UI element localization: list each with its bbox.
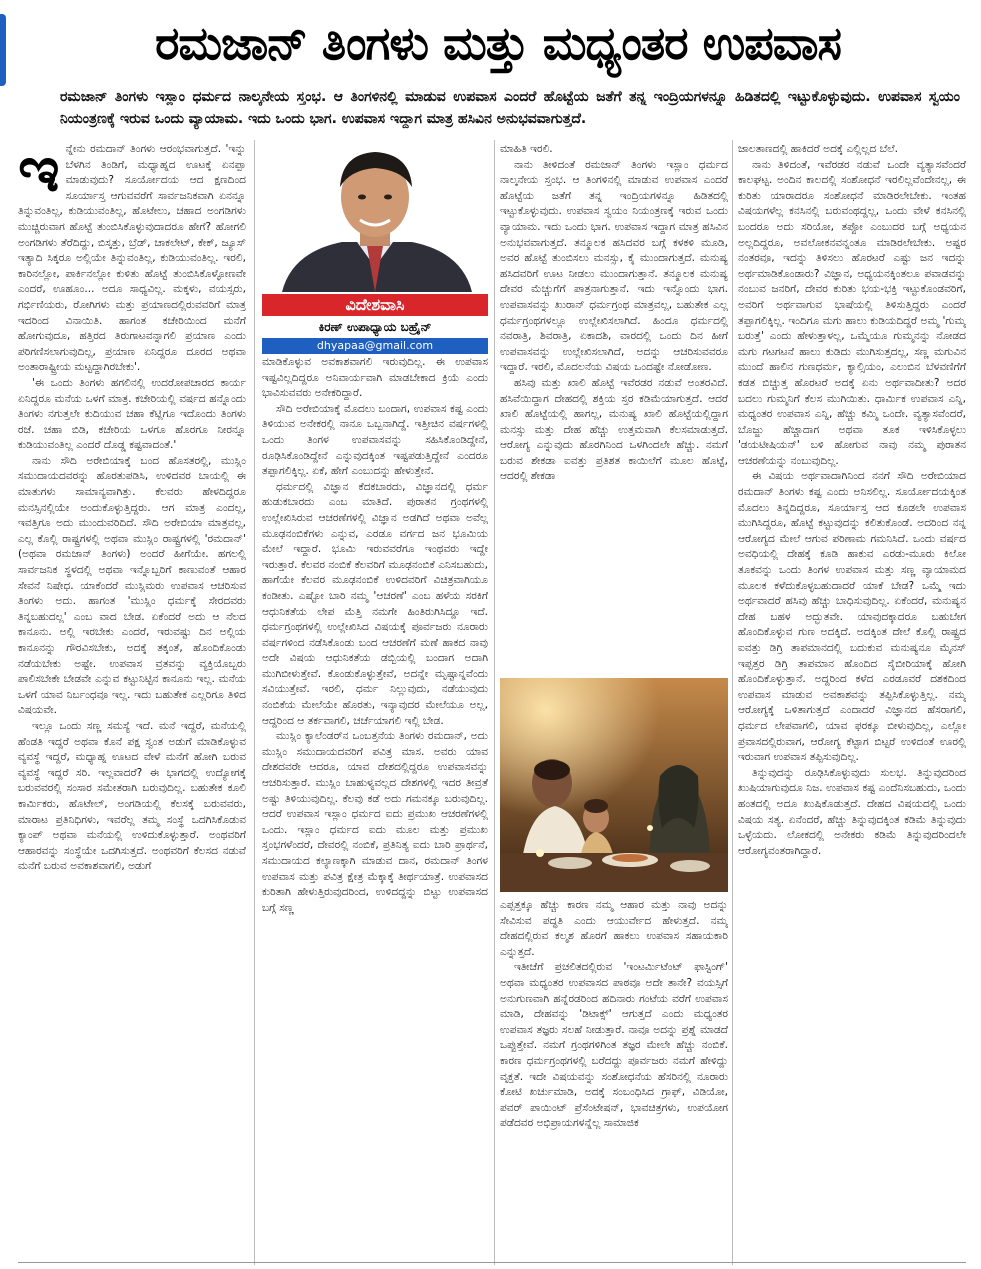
body-paragraph: ಜಾಲತಾಣದಲ್ಲಿ ಹಾಕಿದರೆ ಅದಕ್ಕೆ ಎಲ್ಲಿಲ್ಲದ ಬೆಲೆ. [738, 143, 898, 155]
body-paragraph: ಮಾಹಿತಿ ಇರಲಿ. [500, 143, 553, 155]
body-paragraph: ಇತೀಚೆಗೆ ಪ್ರಚಲಿತದಲ್ಲಿರುವ 'ಇಂಟರ್ಮಿಟೆಂಟ್ ಫಾಸ್ಟಿಂಗ್' ಅಥವಾ ಮಧ್ಯಂತರ ಉಪವಾಸದ ಪಾಠವೂ ಅದೇ ತಾನೇ? ವಯಸ್ಸಿಗೆ ಅನುಗುಣವಾಗಿ ಹನ್ನೆರಡರಿಂದ ಹದಿನಾರು ಗಂಟೆಯ ವರೆಗೆ ಉಪವಾಸ ಮಾಡಿ, ದೇಹವನ್ನು 'ಡಿಟಾಕ್ಸ್' ಆಗುತ್ತದೆ ಎಂದು ಮಧ್ಯಂತರ ಉಪವಾಸ ತಜ್ಞರು ಸಲಹೆ ನೀಡುತ್ತಾರೆ. ನಾವೂ ಅದನ್ನು ಪ್ರಶ್ನೆ ಮಾಡದೆ ಒಪ್ಪುತ್ತೇವೆ. ನಮಗೆ ಗ್ರಂಥಗಳಿಗಿಂತ ತಜ್ಞರ ಮೇಲೇ ಹೆಚ್ಚು ನಂಬಿಕೆ. ಕಾರಣ ಧರ್ಮಗ್ರಂಥಗಳಲ್ಲಿ ಬರೆದದ್ದು ಪೂರ್ವಜರು ನಮಗೆ ಹೇಳಿದ್ದು ವೃಕ್ತತೆ. ಇದೇ ವಿಷಯವನ್ನು ಸಂಶೋಧನೆಯ ಹೆಸರಿನಲ್ಲಿ ನೂರಾರು ಕೋಟಿ ಖರ್ಚುಮಾಡಿ, ಅದಕ್ಕೆ ಸಂಬಂಧಿಸಿದ ಗ್ರಾಫ್, ವಿಡಿಯೋ, ಪವರ್ ಪಾಯಿಂಟ್ ಪ್ರೆಸೆಂಟೇಷನ್, ಭಾವಚಿತ್ರಗಳು, ಉಪಯೋಗ ಪಡೆದವರ ಅಭಿಪ್ರಾಯಗಳನ್ನೆಲ್ಲ ಸಾಮಾಜಿಕ [500, 961, 728, 1130]
column-3-upper-text [500, 142, 728, 674]
body-paragraph: ನಾನು ತೀಳಿದಂತೆ ರಮಜಾನ್ ತಿಂಗಳು ಇಸ್ಲಾಂ ಧರ್ಮದ ನಾಲ್ಕನೇಯ ಸ್ತಂಭ. ಆ ತಿಂಗಳಿನಲ್ಲಿ ಮಾಡುವ ಉಪವಾಸ ಎಂದರೆ ಹೊಟ್ಟೆಯ ಜತೆಗೆ ತನ್ನ ಇಂದ್ರಿಯಗಳನ್ನೂ ಹಿಡಿತದಲ್ಲಿ ಇಟ್ಟುಕೊಳ್ಳುವುದು. ಉಪವಾಸ ಸ್ವಯಂ ನಿಯಂತ್ರಣಕ್ಕೆ ಇರುವ ಒಂದು ವ್ಯಾಯಾಮ. ಇದು ಒಂದು ಭಾಗ. ಉಪವಾಸ ಇದ್ದಾಗ ಮಾತ್ರ ಹಸಿವಿನ ಅನುಭವವಾಗುತ್ತದೆ. ತನ್ಮೂಲಕ ಹಸಿದವರ ಬಗ್ಗೆ ಕಳಕಳಿ ಮೂಡಿ, ಅವರ ಹೊಟ್ಟೆ ತುಂಬಿಸಲು ಮನಸ್ಸು, ಕೈ ಮುಂದಾಗುತ್ತದೆ. ಮನುಷ್ಯ ಹಸಿದವರಿಗೆ ಊಟ ನೀಡಲು ಮುಂದಾಗುತ್ತಾನೆ. ತನ್ಮೂಲಕ ಮನುಷ್ಯ ದೇವರ ಮೆಚ್ಚುಗೆಗೆ ಪಾತ್ರನಾಗುತ್ತಾನೆ. ಇದು ಇನ್ನೊಂದು ಭಾಗ. ಉಪವಾಸವನ್ನು ಖುರಾನ್ ಧರ್ಮಗ್ರಂಥ ಮಾತ್ರವಲ್ಲ, ಬಹುತೇಕ ಎಲ್ಲ ಧರ್ಮಗ್ರಂಥಗಳಲ್ಲೂ ಉಲ್ಲೇಖಿಸಲಾಗಿದೆ. ಹಿಂದೂ ಧರ್ಮದಲ್ಲಿ ನವರಾತ್ರಿ, ಶಿವರಾತ್ರಿ, ಏಕಾದಶಿ, ವಾರದಲ್ಲಿ ಒಂದು ದಿನ ಹೀಗೆ ಉಪವಾಸವನ್ನು ಉಲ್ಲೇಖಿಸಲಾಗಿದೆ, ಅದನ್ನು ಆಚರಿಸುವವರೂ ಇದ್ದಾರೆ. ಇರಲಿ, ಮೊದಲನೆಯ ವಿಷಯ ಒಂದಷ್ಟೇ ನೋಡೋಣ. [500, 158, 728, 374]
column-divider [732, 140, 733, 1265]
article-deck: ರಮಜಾನ್ ತಿಂಗಳು ಇಸ್ಲಾಂ ಧರ್ಮದ ನಾಲ್ಕನೇಯ ಸ್ತಂಭ. ಆ ತಿಂಗಳಿನಲ್ಲಿ ಮಾಡುವ ಉಪವಾಸ ಎಂದರೆ ಹೊಟ್ಟೆಯ ಜತೆಗೆ ತನ್ನ ಇಂದ್ರಿಯಗಳನ್ನೂ ಹಿಡಿತದಲ್ಲಿ ಇಟ್ಟುಕೊಳ್ಳುವುದು. ಉಪವಾಸ ಸ್ವಯಂ ನಿಯಂತ್ರಣಕ್ಕೆ ಇರುವ ಒಂದು ವ್ಯಾಯಾಮ. ಇದು ಒಂದು ಭಾಗ. ಉಪವಾಸ ಇದ್ದಾಗ ಮಾತ್ರ ಹಸಿವಿನ ಅನುಭವವಾಗುತ್ತದೆ. [60, 89, 960, 127]
column-name-banner: ವಿದೇಶವಾಸಿ [262, 294, 488, 316]
article-column-1 [18, 142, 246, 1262]
body-paragraph: ನಾನು ಸೌದಿ ಅರೇಬಿಯಾಕ್ಕೆ ಬಂದ ಹೊಸತರಲ್ಲಿ, ಮುಸ್ಲಿಂ ಸಮುದಾಯದವರನ್ನು ಹೊರತುಪಡಿಸಿ, ಉಳಿದವರ ಬಾಯಲ್ಲಿ ಈ ಮಾತುಗಳು ಸಾಮಾನ್ಯವಾಗಿತ್ತು. ಕೆಲವರು ಹೇಳದಿದ್ದರೂ ಮನಸ್ಸಿನಲ್ಲಿಯೇ ಅಂದುಕೊಳ್ಳುತ್ತಿದ್ದರು. ಆಗ ಮಾತ್ರ ಎಂದಲ್ಲ, ಇವತ್ತಿಗೂ ಅದು ಮುಂದುವರಿದಿದೆ. ಸೌದಿ ಅರೇಬಿಯಾ ಮಾತ್ರವಲ್ಲ, ಎಲ್ಲ ಕೊಲ್ಲಿ ರಾಷ್ಟ್ರಗಳಲ್ಲಿ ಅಥವಾ ಮುಸ್ಲಿಂ ರಾಷ್ಟ್ರಗಳಲ್ಲಿ 'ರಮದಾನ್' (ಅಥವಾ ರಮಜಾನ್ ತಿಂಗಳು) ಅಂದರೆ ಹೀಗೆಯೇ. ಹಗಲಲ್ಲಿ ಸಾರ್ವಜನಿಕ ಸ್ಥಳದಲ್ಲಿ ಅಥವಾ ಇನ್ನೊಬ್ಬರಿಗೆ ಕಾಣುವಂತೆ ಆಹಾರ ಸೇವನೆ ನಿಷೇಧ. ಯಾಕೆಂದರೆ ಮುಸ್ಲಿಮರು ಉಪವಾಸ ಆಚರಿಸುವ ತಿಂಗಳು ಅದು. ಹಾಗಂತ 'ಮುಸ್ಲಿಂ ಧರ್ಮಕ್ಕೆ ಸೇರದವರು ತಿನ್ನಬಹುದಲ್ಲ' ಎಂಬ ವಾದ ಬೇಡ. ಏಕೆಂದರೆ ಅದು ಆ ನೆಲದ ಕಾನೂನು. ಅಲ್ಲಿ ಇರಬೇಕು ಎಂದರೆ, ಇರುವಷ್ಟು ದಿನ ಅಲ್ಲಿಯ ಕಾನೂನನ್ನು ಗೌರವಿಸಬೇಕು, ಅದಕ್ಕೆ ತಕ್ಕಂತೆ, ಹೊಂದಿಕೊಂಡು ನಡೆಯಬೇಕು ಅಷ್ಟೇ. ಉಪವಾಸ ವ್ರತವನ್ನು ವ್ಯಕ್ತಿಯೊಬ್ಬರು ಪಾಲಿಸಬೇಕೇ ಬೇಡವೇ ಎನ್ನುವ ಕಟ್ಟುನಿಟ್ಟಿನ ಕಾನೂನು ಇಲ್ಲ. ಮನೆಯ ಒಳಗೆ ಯಾವ ನಿರ್ಬಂಧವೂ ಇಲ್ಲ. ಇದು ಬಹುತೇಕ ಎಲ್ಲರಿಗೂ ತಿಳಿದ ವಿಷಯವೇ. [18, 454, 246, 717]
column-divider [254, 140, 255, 1265]
body-paragraph: ಈ ವಿಷಯ ಅರ್ಥವಾದಾಗಿನಿಂದ ನನಗೆ ಸೌದಿ ಅರೇಬಿಯಾದ ರಮದಾನ್ ತಿಂಗಳು ಕಷ್ಟ ಎಂದು ಅನಿಸಲಿಲ್ಲ. ಸೂರ್ಯೋದಯಕ್ಕಿಂತ ಮೊದಲು ತಿನ್ನದಿದ್ದರೂ, ಸೂರ್ಯಾಸ್ತ ಆದ ಕೂಡಲೇ ಉಪವಾಸ ಮುಗಿಸಿದ್ದರೂ, ಹೊಟ್ಟೆ ಕಟ್ಟುವುದನ್ನು ಕಲಿತುಕೊಂಡೆ. ಅದರಿಂದ ನನ್ನ ಆರೋಗ್ಯದ ಮೇಲೆ ಆಗುವ ಪರಿಣಾಮ ಗಮನಿಸಿದೆ. ಒಂದು ವರ್ಷದ ಅವಧಿಯಲ್ಲಿ ದೇಹಕ್ಕೆ ಕೂಡಿ ಹಾಕುವ ಎರಡು-ಮೂರು ಕಿಲೋ ತೂಕವನ್ನು ಒಂದು ತಿಂಗಳ ಉಪವಾಸ ಮತ್ತು ಸಣ್ಣ ವ್ಯಾಯಾಮದ ಮೂಲಕ ಕಳೆದುಕೊಳ್ಳಬಹುದಾದರೆ ಯಾಕೆ ಬೇಡ? ಒಮ್ಮೆ ಇದು ಅರ್ಥವಾದರೆ ಹಸಿವು ಹೆಚ್ಚು ಬಾಧಿಸುವುದಿಲ್ಲ. ಏಕೆಂದರೆ, ಮನುಷ್ಯನ ದೇಹ ಬಹಳ ಅದ್ಭುತವೇ. ಯಾವುದಕ್ಕಾದರೂ ಬಹುಬೇಗ ಹೊಂದಿಕೊಳ್ಳುವ ಗುಣ ಅದಕ್ಕಿದೆ. ಅದಕ್ಕಿಂತ ದೇಲೆ ಕೊಲ್ಲಿ ರಾಷ್ಟ್ರದ ಐವತ್ತು ಡಿಗ್ರಿ ತಾಪಮಾನದಲ್ಲಿ ಬದುಕುವ ಮನುಷ್ಯನೂ ಮೈನಸ್ ಇಪ್ಪತ್ತರ ಡಿಗ್ರಿ ತಾಪಮಾನ ಹೊಂದಿದ ಸೈಬೀರಿಯಾಕ್ಕೆ ಹೋಗಿ ಹೊಂದಿಕೊಳ್ಳುತ್ತಾನೆ. ಅದ್ದರಿಂದ ಕಳೆದ ಎರಡೂವರೆ ದಶಕದಿಂದ ಉಪವಾಸ ಮಾಡುವ ಅವಕಾಶವನ್ನು ತಪ್ಪಿಸಿಕೊಳ್ಳುತ್ತಿಲ್ಲ. ನಮ್ಮ ಆರೋಗ್ಯಕ್ಕೆ ಒಳಿತಾಗುತ್ತದೆ ಎಂದಾದರೆ ವಿಜ್ಞಾನದ ಹೆಸರಾಗಲಿ, ಧರ್ಮದ ಲೇಪವಾಗಲಿ, ಯಾವ ಫರಕ್ಕೂ ಬೀಳುವುದಿಲ್ಲ, ಎಲ್ಲೋ ಪ್ರವಾಸದಲ್ಲಿರುವಾಗ, ಆರೋಗ್ಯ ಕೆಟ್ಟಾಗ ಬಿಟ್ಟರೆ ಉಳಿದಂತೆ ಊರಲ್ಲಿ ಇರುವಾಗ ಉಪವಾಸ ತಪ್ಪಿಸುವುದಿಲ್ಲ. [738, 470, 966, 764]
body-paragraph: ಧರ್ಮದಲ್ಲಿ ವಿಜ್ಞಾನ ಕೆದಕಬಾರದು, ವಿಜ್ಞಾನದಲ್ಲಿ ಧರ್ಮ ಹುಡುಕಬಾರದು ಎಂಬ ಮಾತಿದೆ. ಪುರಾತನ ಗ್ರಂಥಗಳಲ್ಲಿ ಉಲ್ಲೇಖಿಸಿರುವ ಆಚರಣೆಗಳಲ್ಲಿ ವಿಜ್ಞಾನ ಅಡಗಿದೆ ಅಥವಾ ಅವೆಲ್ಲ ಮೂಢನಂಬಿಕೆಗಳು ಎನ್ನುವ, ಎರಡೂ ವರ್ಗದ ಜನ ಭೂಮಿಯ ಮೇಲೆ ಇದ್ದಾರೆ. ಭೂಮಿ ಇರುವವರೆಗೂ ಇಂಥವರು ಇದ್ದೇ ಇರುತ್ತಾರೆ. ಕೆಲವರ ನಂಬಿಕೆ ಕೆಲವರಿಗೆ ಮೂಢನಂಬಿಕೆ ಎನಿಸಬಹುದು, ಹಾಗೆಯೇ ಕೆಲವರ ಮೂಢನಂಬಿಕೆ ಉಳಿದವರಿಗೆ ವಿಚಿತ್ರವಾಗಿಯೂ ಕಂಡೀತು. ಎಷ್ಟೋ ಬಾರಿ ನಮ್ಮ 'ಆಚರಣೆ' ಎಂಬ ಹಳೆಯ ಸರಕಿಗೆ ಆಧುನಿಕತೆಯ ಲೇಪ ಮೆತ್ತಿ ನಮಗೇ ಹಿಂತಿರುಗಿಸಿದ್ದೂ ಇದೆ. ಧರ್ಮಗ್ರಂಥಗಳಲ್ಲಿ ಉಲ್ಲೇಖಿಸಿದ ವಿಷಯಕ್ಕೆ ಪೂರ್ವಜರು ನೂರಾರು ವರ್ಷಗಳಿಂದ ನಡೆಸಿಕೊಂಡು ಬಂದ ಆಚರಣೆಗೆ ಮಣೆ ಹಾಕದ ನಾವು ಅದೇ ವಿಷಯ ಆಧುನಿಕತೆಯ ಡಬ್ಬಿಯಲ್ಲಿ ಬಂದಾಗ ಅದಾಗಿ ಮುಗಿಬೀಳುತ್ತೇವೆ. ಕೊಂಡುಕೊಳ್ಳುತ್ತೇವೆ, ಅದನ್ನೇ ಮೃಷ್ಟಾನ್ನವೆಂದು ಸವಿಯುತ್ತೇವೆ. ಇರಲಿ, ಧರ್ಮ ನಿಲ್ಲುವುದು, ನಡೆಯುವುದು ನಂಬಿಕೆಯ ಮೇಲೆಯೇ ಹೊರತು, ಇನ್ಯಾವುದರ ಮೇಲೆಯೂ ಅಲ್ಲ, ಆದ್ದರಿಂದ ಆ ತರ್ಕವಾಗಲಿ, ಚರ್ಚೆಯಾಗಲಿ ಇಲ್ಲಿ ಬೇಡ. [262, 480, 488, 727]
author-photo [262, 142, 488, 292]
body-paragraph: 'ಈ ಒಂದು ತಿಂಗಳು ಹಗಲಿನಲ್ಲಿ ಉದರೋಪಚಾರದ ಕಾರ್ಯ ಏನಿದ್ದರೂ ಮನೆಯ ಒಳಗೆ ಮಾತ್ರ. ಕಚೇರಿಯಲ್ಲಿ ವರ್ಷದ ಹನ್ನೊಂದು ತಿಂಗಳು ನಗುತ್ತಲೇ ಕುದಿಯುವ ಚಹಾ ಕೆಟ್ಲಿಗೂ ಇದೊಂದು ತಿಂಗಳು ರಜೆ. ಚಹಾ ಬಿಡಿ, ಕಚೇರಿಯ ಒಳಗೂ ಹೊರಗೂ ನೀರನ್ನೂ ಕುಡಿಯುವಂತಿಲ್ಲ ಎಂದರೆ ದೊಡ್ಡ ಕಷ್ಟವಾದಂತೆ.' [18, 376, 246, 452]
author-email: dhyapaa@gmail.com [262, 338, 488, 354]
body-paragraph: ಎಪ್ಪತ್ತಕ್ಕೂ ಹೆಚ್ಚು ಕಾರಣ ನಮ್ಮ ಆಹಾರ ಮತ್ತು ನಾವು ಅದನ್ನು ಸೇವಿಸುವ ಪದ್ಧತಿ ಎಂದು ಆಯುರ್ವೇದ ಹೇಳುತ್ತದೆ. ನಮ್ಮ ದೇಹದಲ್ಲಿರುವ ಕಲ್ಮಶ ಹೊರಗೆ ಹಾಕಲು ಉಪವಾಸ ಸಹಾಯಕಾರಿ ಎನ್ನುತ್ತದೆ. [500, 899, 728, 958]
drop-cap: ಇ [18, 142, 60, 207]
body-paragraph: ಸೌದಿ ಅರೇಬಿಯಾಕ್ಕೆ ಮೊದಲು ಬಂದಾಗ, ಉಪವಾಸ ಕಷ್ಟ ಎಂದು ತಿಳಿಯುವ ಅನೇಕರಲ್ಲಿ ನಾನೂ ಒಬ್ಬನಾಗಿದ್ದೆ. ಇತ್ತೀಚಿನ ವರ್ಷಗಳಲ್ಲಿ ಒಂದು ತಿಂಗಳ ಉಪವಾಸವನ್ನು ಸಹಿಸಿಕೊಂಡಿದ್ದೇನೆ, ರೂಢಿಸಿಕೊಂಡಿದ್ದೇನೆ ಎನ್ನುವುದಕ್ಕಿಂತ ಇಷ್ಟಪಡುತ್ತಿದ್ದೇನೆ ಎಂದರೂ ತಪ್ಪಾಗಲಿಕ್ಕಿಲ್ಲ. ಏಕೆ, ಹೇಗೆ ಎಂಬುದನ್ನು ಹೇಳುತ್ತೇನೆ. [262, 402, 488, 478]
column-divider [494, 140, 495, 1265]
article-column-2 [262, 355, 488, 1260]
headline: ರಮಜಾನ್ ತಿಂಗಳು ಮತ್ತು ಮಧ್ಯಂತರ ಉಪವಾಸ [155, 16, 841, 70]
body-paragraph: ಮುಸ್ಲಿಂ ಕ್ಯಾಲೆಂಡರ್‌ನ ಒಂಬತ್ತನೆಯ ತಿಂಗಳು ರಮದಾನ್, ಅದು ಮುಸ್ಲಿಂ ಸಮುದಾಯದವರಿಗೆ ಪವಿತ್ರ ಮಾಸ. ಅವರು ಯಾವ ದೇಶದವರೇ ಆದರೂ, ಯಾವ ದೇಶದಲ್ಲಿದ್ದರೂ ಉಪವಾಸವನ್ನು ಆಚರಿಸುತ್ತಾರೆ. ಮುಸ್ಲಿಂ ಬಾಹುಳ್ಯವಲ್ಲದ ದೇಶಗಳಲ್ಲಿ ಇದರ ತೀವ್ರತೆ ಅಷ್ಟು ತಿಳಿಯುವುದಿಲ್ಲ. ಕೆಲವು ಕಡೆ ಅದು ಗಮನಕ್ಕೂ ಬರುವುದಿಲ್ಲ. ಆದರೆ ಉಪವಾಸ ಇಸ್ಲಾಂ ಧರ್ಮದ ಐದು ಪ್ರಮುಖ ಆಚರಣೆಗಳಲ್ಲಿ ಒಂದು. ಇಸ್ಲಾಂ ಧರ್ಮದ ಐದು ಮೂಲ ಮತ್ತು ಪ್ರಮುಖ ಸ್ತಂಭಗಳೆಂದರೆ, ದೇವರಲ್ಲಿ ನಂಬಿಕೆ, ಪ್ರತಿನಿತ್ಯ ಐದು ಬಾರಿ ಪ್ರಾರ್ಥನೆ, ಸಮುದಾಯದ ಕಲ್ಯಾಣಕ್ಕಾಗಿ ಮಾಡುವ ದಾನ, ರಮದಾನ್ ತಿಂಗಳ ಉಪವಾಸ ಮತ್ತು ಪವಿತ್ರ ಕ್ಷೇತ್ರ ಮೆಕ್ಕಾಕ್ಕೆ ತೀರ್ಥಯಾತ್ರೆ. ಉಪವಾಸದ ಕುರಿತಾಗಿ ಹೇಳುತ್ತಿರುವುದರಿಂದ, ಉಳಿದದ್ದನ್ನು ಬಿಟ್ಟು ಉಪವಾಸದ ಬಗ್ಗೆ ಸಣ್ಣ [262, 730, 488, 914]
body-paragraph: ಹಸಿವು ಮತ್ತು ಖಾಲಿ ಹೊಟ್ಟೆ ಇವೆರಡರ ನಡುವೆ ಅಂತರವಿದೆ. ಹಸಿವೆಯಿದ್ದಾಗ ದೇಹದಲ್ಲಿ ಶಕ್ತಿಯ ಸ್ತರ ಕಡಿಮೆಯಾಗುತ್ತದೆ. ಆದರೆ ಖಾಲಿ ಹೊಟ್ಟೆಯಲ್ಲಿ ಹಾಗಲ್ಲ, ಮನುಷ್ಯ ಖಾಲಿ ಹೊಟ್ಟೆಯಲ್ಲಿದ್ದಾಗ ಮನಸ್ಸು ಮತ್ತು ದೇಹ ಹೆಚ್ಚು ಉತ್ತಮವಾಗಿ ಕೆಲಸಮಾಡುತ್ತದೆ. ಆರೋಗ್ಯ ಎನ್ನುವುದು ಹೊರಗಿನಿಂದ ಒಳಗಿಂದಲೇ ಹೆಚ್ಚು. ನಮಗೆ ಬರುವ ಶೇಕಡಾ ಐವತ್ತು ಪ್ರತಿಶತ ಕಾಯಿಲೆಗೆ ಮೂಲ ಹೊಟ್ಟೆ, ಆದರಲ್ಲಿ ಶೇಕಡಾ [500, 376, 728, 483]
body-paragraph: ಇಲ್ಲೂ ಒಂದು ಸಣ್ಣ ಸಮಸ್ಯೆ ಇದೆ. ಮನೆ ಇದ್ದರೆ, ಮನೆಯಲ್ಲಿ ಹೆಂಡತಿ ಇದ್ದರೆ ಅಥವಾ ಕೊನೆ ಪಕ್ಷ ಸ್ವಂತ ಅಡುಗೆ ಮಾಡಿಕೊಳ್ಳುವ ವ್ಯವಸ್ಥೆ ಇದ್ದರೆ, ಮಧ್ಯಾಹ್ನ ಊಟದ ವೇಳೆ ಮನೆಗೆ ಹೋಗಿ ಬರುವ ವ್ಯವಸ್ಥೆ ಇದ್ದರೆ ಸರಿ. ಇಲ್ಲವಾದರೆ? ಈ ಭಾಗದಲ್ಲಿ ಉದ್ಯೋಗಕ್ಕೆ ಬರುವವರಲ್ಲಿ ಸಂಸಾರ ಸಮೇತರಾಗಿ ಬರುವುದಿಲ್ಲ. ಬಹುತೇಕ ಕೂಲಿ ಕಾರ್ಮಿಕರು, ಹೊಟೇಲ್, ಅಂಗಡಿಯಲ್ಲಿ ಕೆಲಸಕ್ಕೆ ಬರುವವರು, ಮಾರಾಟ ಪ್ರತಿನಿಧಿಗಳು, ಇವರೆಲ್ಲ ತಮ್ಮ ಸಂಸ್ಥೆ ಒದಗಿಸಿಕೊಡುವ ಕ್ಯಾಂಪ್ ಅಥವಾ ಮನೆಯಲ್ಲಿ ಉಳಿದುಕೊಳ್ಳುತ್ತಾರೆ. ಅಂಥವರಿಗೆ ಆಹಾರವನ್ನು ಸಂಸ್ಥೆಯೇ ಒದಗಿಸುತ್ತದೆ. ಅಂಥವರಿಗೆ ಕೆಲಸದ ನಡುವೆ ಮನೆಗೆ ಬರುವ ಅವಕಾಶವಾಗಲಿ, ಅಡುಗೆ [18, 719, 246, 873]
page-edge-tab [0, 14, 6, 86]
lead-paragraph: ಇನ್ನೇನು ರಮದಾನ್ ತಿಂಗಳು ಆರಂಭವಾಗುತ್ತದೆ. 'ಇನ್ನು ಬೆಳಗಿನ ತಿಂಡಿಗೆ, ಮಧ್ಯಾಹ್ನದ ಊಟಕ್ಕೆ ಏನಪ್ಪಾ ಮಾಡುವುದು? ಸೂರ್ಯೋದಯ ಆದ ಕ್ಷಣದಿಂದ ಸೂರ್ಯಾಸ್ತ ಆಗುವವರೆಗೆ ಸಾರ್ವಜನಿಕವಾಗಿ ಏನನ್ನೂ ತಿನ್ನುವಂತಿಲ್ಲ, ಕುಡಿಯುವಂತಿಲ್ಲ, ಹೊಟೇಲು, ಚಹಾದ ಅಂಗಡಿಗಳು ಮುಚ್ಚಿರುವಾಗ ಹೊಟ್ಟೆ ತುಂಬಿಸಿಕೊಳ್ಳುವುದಾದರೂ ಹೇಗೆ? ಹೋಗಲಿ ಅಂಗಡಿಗಳು ತೆರೆದಿದ್ದು, ಬಿಸ್ಕತ್ತು, ಬ್ರೆಡ್, ಚಾಕಲೇಟ್, ಕೇಕ್, ಜ್ಯೂಸ್ ಇತ್ಯಾದಿ ಸಿಕ್ಕರೂ ಅಲ್ಲಿಯೇ ತಿನ್ನುವಂತಿಲ್ಲ, ಕುಡಿಯುವಂತಿಲ್ಲ. ಇರಲಿ, ಕಾರಿನಲ್ಲೋ, ಪಾರ್ಕಿನಲ್ಲೋ ಕುಳಿತು ಹೊಟ್ಟೆ ತುಂಬಿಸಿಕೊಳ್ಳೋಣವೇ ಎಂದರೆ, ಊಹೂಂ... ಅದೂ ಸಾಧ್ಯವಿಲ್ಲ. ಮಕ್ಕಳು, ವಯಸ್ಸರು, ಗರ್ಭಿಣಿಯರು, ರೋಗಿಗಳು ಮತ್ತು ಪ್ರಯಾಣದಲ್ಲಿರುವವರಿಗೆ ಮಾತ್ರ ಇದರಿಂದ ವಿನಾಯಿತಿ. ಹಾಗಂತ ಕಚೇರಿಯಿಂದ ಮನೆಗೆ ಹೋಗುವುದೂ, ಹತ್ತಿರದ ತಿರುಗಾಟವನ್ನಾಗಲಿ ಪ್ರಯಾಣ ಎಂದು ಪರಿಗಣಿಸಲಾಗುವುದಿಲ್ಲ, ಪ್ರಯಾಣ ಏನಿದ್ದರೂ ದೂರದ ಅಥವಾ ಅಂತಾರಾಷ್ಟ್ರೀಯ ಮಟ್ಟದ್ದಾಗಿರಬೇಕು'. [18, 142, 246, 374]
page-bottom-rule [18, 1262, 966, 1263]
iftar-family-photo [500, 678, 728, 892]
body-paragraph: ನಾನು ತಿಳಿದಂತೆ, ಇವೆರಡರ ನಡುವೆ ಒಂದೇ ವ್ಯತ್ಯಾಸವೆಂದರೆ ಕಾಲಘಟ್ಟ. ಅಂದಿನ ಕಾಲದಲ್ಲಿ ಸಂಶೋಧನೆ ಇರಲಿಲ್ಲವೆಂದೇನಲ್ಲ, ಈ ಕುರಿತು ಯಾರಾದರೂ ಸಂಶೋಧನೆ ಮಾಡಿರಲೇಬೇಕು. ಇಂತಹ ವಿಷಯಗಳೆಲ್ಲ ಕನಸಿನಲ್ಲಿ ಬರುವಂಥದ್ದಲ್ಲ, ಒಂದು ವೇಳೆ ಕನಸಿನಲ್ಲಿ ಬಂದರೂ ಅದು ಸರಿಯೋ, ತಪ್ಪೋ ಎಂಬುದರ ಬಗ್ಗೆ ಅಧ್ಯಯನ ಅಲ್ಲದಿದ್ದರೂ, ಅವಲೋಕನವನ್ನಂತೂ ಮಾಡಿರಲೇಬೇಕು. ಅಷ್ಟರ ನಂತರವೂ, ಇದನ್ನು ತಿಳಿಸಲು ಹೊರಟರೆ ಎಷ್ಟು ಜನ ಇದನ್ನು ಅರ್ಥಮಾಡಿಕೊಂಡಾರು? ವಿಜ್ಞಾನ, ಅಧ್ಯಯನಕ್ಕಿಂತಲೂ ಪವಾಡವನ್ನು ನಂಬುವ ಜನರಿಗೆ, ದೇವರ ಕುರಿತು ಭಯ-ಭಕ್ತಿ ಇಟ್ಟುಕೊಂಡವರಿಗೆ, ಅವರಿಗೆ ಅರ್ಥವಾಗುವ ಭಾಷೆಯಲ್ಲಿ ತಿಳಿಸುತ್ತಿದ್ದರು ಎಂದರೆ ತಪ್ಪಾಗಲಿಕ್ಕಿಲ್ಲ. ಇಂದಿಗೂ ಮಗು ಹಾಲು ಕುಡಿಯದಿದ್ದರೆ ಅಮ್ಮ 'ಗುಮ್ಮ ಬರುತ್ತೆ' ಎಂದು ಹೇಳುತ್ತಾಳಲ್ಲ, ಒಮ್ಮೆಯೂ ಗುಮ್ಮನನ್ನು ನೋಡದ ಮಗು ಗಟಗಟನೆ ಹಾಲು ಕುಡಿದು ಮುಗಿಸುತ್ತದಲ್ಲ, ಸಣ್ಣ ಮಗುವಿನ ಮುಂದೆ ಹಾಲಿನ ಗುಣಧರ್ಮ, ಕ್ಯಾಲ್ಸಿಯಂ, ಎಲುಬಿನ ಬೆಳವಣಿಗೆಗೆ ಕಡತ ಬಿಚ್ಚುತ್ತ ಹೊರಟರೆ ಅದಕ್ಕೆ ಏನು ಅರ್ಥವಾದೀತು? ಅದರ ಬದಲು ಗುಮ್ಮನಿಗೆ ಕೆಲಸ ಮುಗಿಯಿತು. ಧಾರ್ಮಿಕ ಉಪವಾಸ ಎನ್ನಿ, ಮಧ್ಯಂತರ ಉಪವಾಸ ಎನ್ನಿ, ಹೆಚ್ಚು ಕಮ್ಮಿ ಒಂದೇ. ವ್ಯತ್ಯಾಸವೆಂದರೆ, ಬೊಜ್ಜು ಹೆಚ್ಚಾದಾಗ ಅಥವಾ ತೂಕ ಇಳಿಸಿಕೊಳ್ಳಲು 'ಡಯಟೀಷಿಯನ್' ಬಳಿ ಹೋಗುವ ನಾವು ನಮ್ಮ ಪುರಾತನ ಆಚರಣೆಯನ್ನು ನಂಬುವುದಿಲ್ಲ. [738, 158, 966, 467]
article-column-3 [500, 142, 728, 1262]
author-box [262, 142, 488, 352]
article-column-4 [738, 142, 966, 1262]
author-name: ಕಿರಣ್ ಉಪಾಧ್ಯಾಯ ಬಹ್ರೈನ್ [318, 320, 432, 334]
body-paragraph: ಮಾಡಿಕೊಳ್ಳುವ ಅವಕಾಶವಾಗಲಿ ಇರುವುದಿಲ್ಲ. ಈ ಉಪವಾಸ ಇಷ್ಟವಿಲ್ಲದಿದ್ದರೂ ಅನಿವಾರ್ಯವಾಗಿ ಮಾಡಬೇಕಾದ ಕ್ರಿಯೆ ಎಂದು ಭಾವಿಸುವವರು ಅನೇಕರಿದ್ದಾರೆ. [262, 356, 488, 400]
body-paragraph: ತಿನ್ನುವುದನ್ನು ರೂಢಿಸಿಕೊಳ್ಳುವುದು ಸುಲಭ. ತಿನ್ನುವುದರಿಂದ ಖುಷಿಯಾಗುವುದೂ ನಿಜ. ಉಪವಾಸ ಕಷ್ಟ ಎಂದೆನಿಸಬಹುದು, ಒಂದು ಹಂತದಲ್ಲಿ ಅದೂ ಖುಷಿಕೊಡುತ್ತದೆ. ದೇಹದ ವಿಷಯದಲ್ಲಿ ಒಂದು ವಿಷಯ ಸತ್ಯ. ಏನೆಂದರೆ, ಹೆಚ್ಚು ತಿನ್ನುವುದಕ್ಕಿಂತ ಕಡಿಮೆ ತಿನ್ನುವುದು ಒಳ್ಳೆಯದು. ಲೋಕದಲ್ಲಿ ಅನೇಕರು ಕಡಿಮೆ ತಿನ್ನುವುದರಿಂದಲೇ ಆರೋಗ್ಯವಂತರಾಗಿದ್ದಾರೆ. [738, 766, 966, 857]
